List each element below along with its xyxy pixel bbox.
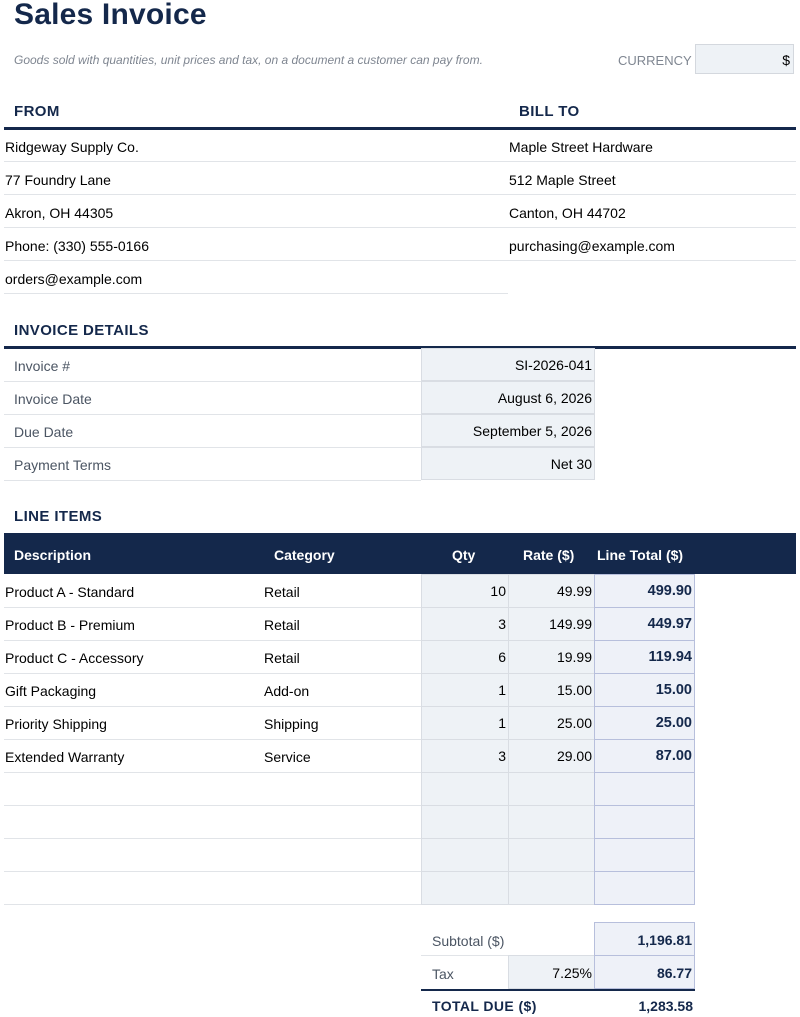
from-line: Phone: (330) 555-0166	[5, 238, 149, 254]
line-item-qty[interactable]: 10	[421, 574, 509, 608]
row-divider	[4, 414, 421, 415]
column-header-description: Description	[14, 547, 92, 563]
tax-rate-input[interactable]: 7.25%	[508, 955, 595, 989]
line-item-total	[594, 772, 695, 806]
from-line: 77 Foundry Lane	[5, 172, 111, 188]
row-divider	[508, 194, 796, 195]
line-item-qty[interactable]: 3	[421, 607, 509, 641]
line-item-qty[interactable]: 1	[421, 673, 509, 707]
row-divider	[4, 194, 508, 195]
page-title: Sales Invoice	[14, 0, 207, 31]
line-item-rate[interactable]	[508, 805, 595, 839]
invoice-details-heading: INVOICE DETAILS	[14, 322, 149, 339]
total-due-label: TOTAL DUE ($)	[432, 998, 537, 1014]
from-line: Ridgeway Supply Co.	[5, 139, 139, 155]
line-item-rate[interactable]: 49.99	[508, 574, 595, 608]
line-item-total: 15.00	[594, 673, 695, 707]
line-item-category[interactable]: Service	[264, 749, 311, 765]
line-item-category[interactable]: Retail	[264, 650, 300, 666]
row-divider	[4, 706, 421, 707]
line-item-description[interactable]: Product C - Accessory	[5, 650, 144, 666]
line-item-rate[interactable]: 29.00	[508, 739, 595, 773]
row-divider	[4, 293, 508, 294]
total-due-value: 1,283.58	[638, 998, 693, 1014]
line-item-description[interactable]: Gift Packaging	[5, 683, 97, 699]
row-divider	[4, 381, 421, 382]
due-date-field[interactable]: September 5, 2026	[421, 414, 595, 447]
row-divider	[4, 673, 421, 674]
row-divider	[4, 871, 421, 872]
from-heading: FROM	[14, 103, 60, 120]
line-items-heading: LINE ITEMS	[14, 508, 103, 525]
line-item-description[interactable]: Product B - Premium	[5, 617, 135, 633]
line-item-total: 499.90	[594, 574, 695, 608]
tax-label: Tax	[432, 966, 454, 982]
line-item-qty[interactable]: 1	[421, 706, 509, 740]
detail-label: Due Date	[14, 424, 74, 440]
invoice-date-field[interactable]: August 6, 2026	[421, 381, 595, 414]
line-item-rate[interactable]	[508, 871, 595, 905]
line-item-qty[interactable]: 6	[421, 640, 509, 674]
line-item-qty[interactable]	[421, 838, 509, 872]
column-header-qty: Qty	[452, 547, 476, 563]
line-item-rate[interactable]: 19.99	[508, 640, 595, 674]
row-divider	[508, 161, 796, 162]
row-divider	[4, 607, 421, 608]
address-rule	[4, 127, 796, 130]
line-item-qty[interactable]	[421, 805, 509, 839]
currency-input[interactable]: $	[695, 44, 794, 74]
column-header-rate: Rate ($)	[523, 547, 575, 563]
row-divider	[4, 838, 421, 839]
detail-label: Invoice #	[14, 358, 71, 374]
line-item-category[interactable]: Retail	[264, 617, 300, 633]
total-rule	[421, 989, 695, 991]
column-header-category: Category	[274, 547, 335, 563]
line-item-total: 87.00	[594, 739, 695, 773]
line-item-rate[interactable]: 149.99	[508, 607, 595, 641]
bill-to-line: Maple Street Hardware	[509, 139, 653, 155]
line-item-category[interactable]: Shipping	[264, 716, 319, 732]
line-item-description[interactable]: Product A - Standard	[5, 584, 135, 600]
line-item-total: 25.00	[594, 706, 695, 740]
from-line: Akron, OH 44305	[5, 205, 114, 221]
row-divider	[4, 260, 508, 261]
row-divider	[508, 227, 796, 228]
currency-label: CURRENCY	[618, 53, 692, 68]
line-item-rate[interactable]	[508, 772, 595, 806]
line-item-category[interactable]: Retail	[264, 584, 300, 600]
row-divider	[4, 480, 421, 481]
bill-to-line: purchasing@example.com	[509, 238, 675, 254]
line-item-qty[interactable]	[421, 772, 509, 806]
subtotal-value: 1,196.81	[594, 922, 695, 956]
tax-value: 86.77	[594, 955, 695, 989]
bill-to-line: Canton, OH 44702	[509, 205, 626, 221]
bill-to-line: 512 Maple Street	[509, 172, 616, 188]
line-item-rate[interactable]: 25.00	[508, 706, 595, 740]
line-item-category[interactable]: Add-on	[264, 683, 310, 699]
line-item-total	[594, 805, 695, 839]
line-item-total	[594, 838, 695, 872]
line-item-description[interactable]: Priority Shipping	[5, 716, 107, 732]
detail-label: Invoice Date	[14, 391, 92, 407]
detail-label: Payment Terms	[14, 457, 111, 473]
row-divider	[4, 227, 508, 228]
row-divider	[4, 640, 421, 641]
payment-terms-field[interactable]: Net 30	[421, 447, 595, 480]
row-divider	[4, 904, 421, 905]
row-divider	[4, 447, 421, 448]
bill-to-heading: BILL TO	[519, 103, 580, 120]
from-line: orders@example.com	[5, 271, 143, 287]
line-item-total	[594, 871, 695, 905]
row-divider	[4, 161, 508, 162]
row-divider	[4, 772, 421, 773]
line-item-rate[interactable]: 15.00	[508, 673, 595, 707]
line-item-total: 119.94	[594, 640, 695, 674]
subtotal-label: Subtotal ($)	[432, 933, 505, 949]
line-item-description[interactable]: Extended Warranty	[5, 749, 125, 765]
line-item-qty[interactable]: 3	[421, 739, 509, 773]
details-rule	[4, 346, 796, 349]
row-divider	[4, 739, 421, 740]
page-subtitle: Goods sold with quantities, unit prices and tax, on a document a customer can pay from.	[14, 53, 483, 67]
line-item-qty[interactable]	[421, 871, 509, 905]
row-divider	[508, 260, 796, 261]
invoice-number-field[interactable]: SI-2026-041	[421, 348, 595, 381]
column-header-line-total: Line Total ($)	[597, 547, 684, 563]
line-item-total: 449.97	[594, 607, 695, 641]
row-divider	[4, 805, 421, 806]
line-item-rate[interactable]	[508, 838, 595, 872]
